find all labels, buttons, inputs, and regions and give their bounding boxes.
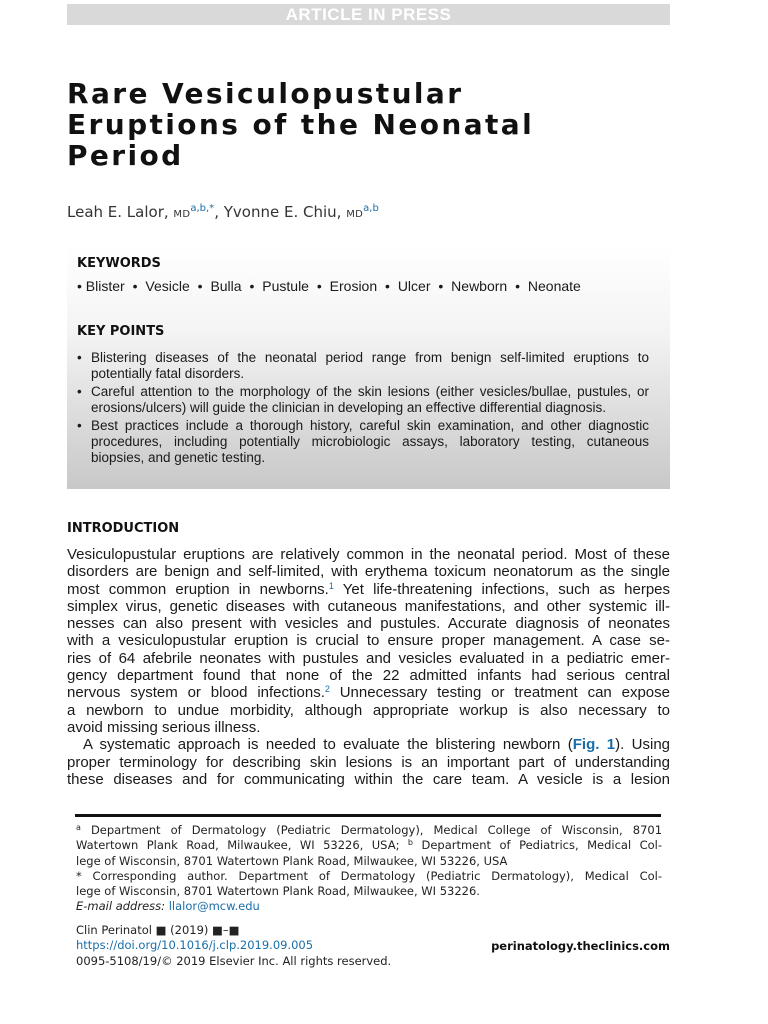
title-line: Rare Vesiculopustular — [67, 77, 464, 110]
affiliation-link[interactable]: a,b,* — [190, 203, 215, 214]
keyword: Bulla — [210, 278, 242, 294]
bullet-icon: • — [316, 278, 322, 294]
title-line: Eruptions of the Neonatal — [67, 108, 535, 141]
email-link[interactable]: llalor@mcw.edu — [168, 899, 260, 914]
author-name: Leah E. Lalor, — [67, 203, 169, 221]
keyword: Ulcer — [397, 278, 431, 294]
article-in-press-banner: ARTICLE IN PRESS — [67, 4, 670, 25]
bullet-icon: • — [197, 278, 203, 294]
body-line: these diseases and for communicating within the care team. A vesicle is a lesion — [67, 770, 670, 788]
body-text: ). Using — [615, 736, 671, 754]
body-text: Unnecessary testing or treatment can expose — [329, 684, 670, 702]
footnotes — [76, 823, 662, 915]
keywords-list — [77, 278, 581, 294]
footnote-line: lege of Wisconsin, 8701 Watertown Plank Road, Milwaukee, WI 53226. — [76, 884, 480, 899]
keyword: Pustule — [262, 278, 309, 294]
author-line: Leah E. Lalor, $MD^{a,b,*}$, Yvonne E. Chiu, MD$^{a,b}$ — [67, 203, 379, 221]
body-line: Vesiculopustular eruptions are relatively common in the neonatal period. Most of these — [67, 546, 670, 563]
reference-link[interactable]: 1 — [328, 580, 334, 591]
keyword: Vesicle — [145, 278, 190, 294]
author-degree: MD — [173, 209, 191, 220]
bullet-icon: • — [515, 278, 520, 294]
body-line: with a vesiculopustular eruption is crucial to ensure proper management. A case se- — [67, 632, 670, 650]
footnote-line — [76, 899, 662, 914]
bullet-icon: • — [77, 418, 82, 433]
body-line: proper terminology for describing skin lesions is an important part of understanding — [67, 753, 670, 771]
body-line — [67, 684, 670, 701]
key-point-item — [77, 350, 649, 382]
body-line — [67, 581, 670, 598]
key-point-item — [77, 418, 649, 466]
footnote-divider — [75, 814, 661, 817]
bullet-icon: • — [77, 350, 82, 365]
body-text: Yet life-threatening infections, such as herpes — [333, 580, 671, 598]
body-line: gency department found that none of the 22 admitted infants had serious central — [67, 667, 670, 685]
key-point-text: Blistering diseases of the neonatal period range from benign self-limited eruptions to potentially fatal disorders. — [91, 350, 649, 381]
body-line: ries of 64 afebrile neonates with pustules and vesicles evaluated in a pediatric emer- — [67, 649, 670, 667]
keyword: Newborn — [451, 278, 508, 294]
body-text: A systematic approach is needed to evaluate the blistering newborn ( — [83, 736, 573, 754]
title-line: Period — [67, 139, 184, 172]
footnote-line: * Corresponding author. Department of Dermatology (Pediatric Dermatology), Medical Col- — [76, 868, 662, 883]
key-points-list — [77, 350, 649, 468]
key-point-text: Best practices include a thorough history, careful skin examination, and other diagnostic procedures, including potentially microbiologic assays, laboratory testing, cutaneous biopsies, and genetic testing. — [91, 418, 649, 465]
footnote-line — [76, 838, 662, 853]
introduction-body — [67, 546, 670, 788]
body-text: nervous system or blood infections. — [67, 684, 325, 702]
body-line: disorders are benign and self-limited, with erythema toxicum neonatorum as the single — [67, 563, 670, 581]
footnote-text: Department of Pediatrics, Medical Col- — [421, 838, 663, 853]
affiliation-link[interactable]: a,b — [363, 203, 379, 214]
introduction-heading: INTRODUCTION — [67, 521, 180, 536]
body-line: avoid missing serious illness. — [67, 718, 261, 736]
body-line: a newborn to undue morbidity, although appropriate workup is also necessary to — [67, 701, 670, 719]
keyword: Erosion — [329, 278, 378, 294]
key-points-heading: KEY POINTS — [77, 324, 165, 339]
body-line: simplex virus, genetic diseases with cutaneous manifestations, and other systemic ill- — [67, 597, 670, 615]
bullet-icon: • — [132, 278, 138, 294]
affiliation-mark: b — [407, 838, 413, 848]
footnote-line — [76, 823, 662, 838]
keyword: Neonate — [527, 278, 581, 294]
key-point-text: Careful attention to the morphology of the skin lesions (either vesicles/bullae, pustules, or erosions/ulcers) will guide the clinician in developing an effective differential diagnosis. — [91, 384, 649, 415]
email-label: E-mail address: — [76, 899, 166, 914]
author-name: Yvonne E. Chiu, — [223, 203, 342, 221]
figure-link[interactable]: Fig. 1 — [572, 736, 616, 754]
bullet-icon: • — [249, 278, 255, 294]
body-line: nesses can also present with vesicles and pustules. Accurate diagnosis of neonates — [67, 615, 670, 633]
key-point-item — [77, 384, 649, 416]
affiliation-mark: a — [76, 823, 81, 832]
footnote-line: lege of Wisconsin, 8701 Watertown Plank Road, Milwaukee, WI 53226, USA — [76, 853, 508, 868]
bullet-icon: • — [385, 278, 390, 294]
keywords-heading: KEYWORDS — [77, 256, 161, 271]
doi-link[interactable]: https://doi.org/10.1016/j.clp.2019.09.005 — [76, 938, 314, 953]
footnote-text: Department of Dermatology (Pediatric Dermatology), Medical College of Wisconsin, 8701 — [90, 823, 663, 837]
reference-link[interactable]: 2 — [324, 684, 330, 695]
body-line — [67, 736, 670, 753]
bullet-icon: • — [77, 278, 82, 294]
journal-site-link[interactable]: perinatology.theclinics.com — [491, 939, 670, 953]
footnote-text: Watertown Plank Road, Milwaukee, WI 53226, USA; — [76, 838, 400, 853]
body-text: most common eruption in newborns. — [67, 580, 329, 598]
keywords-keypoints-box — [67, 246, 670, 489]
author-degree: MD — [346, 209, 364, 220]
copyright-notice: 0095-5108/19/© 2019 Elsevier Inc. All rights reserved. — [76, 953, 392, 968]
article-title — [67, 78, 687, 171]
journal-citation: Clin Perinatol ■ (2019) ■–■ — [76, 923, 240, 937]
bullet-icon: • — [77, 384, 82, 399]
keyword: Blister — [85, 278, 125, 294]
bullet-icon: • — [438, 278, 444, 294]
